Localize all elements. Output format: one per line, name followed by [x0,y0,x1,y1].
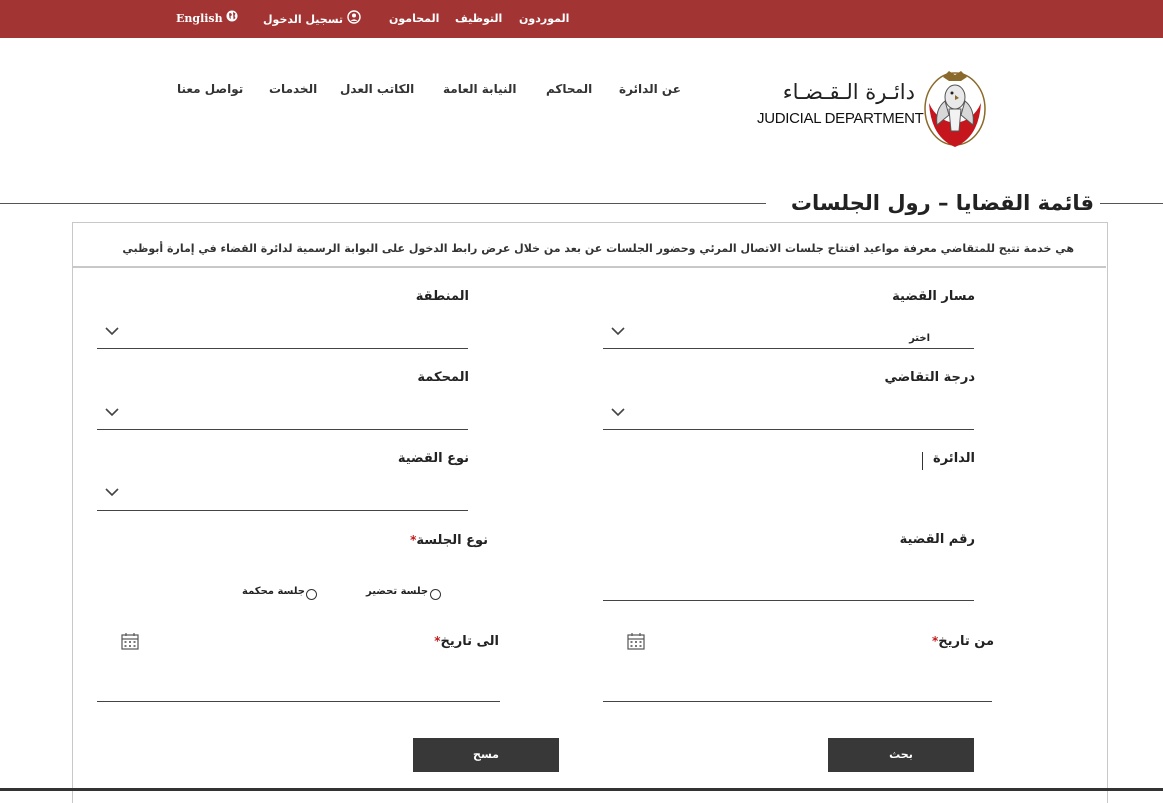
case-track-select[interactable] [603,348,974,349]
calendar-icon[interactable] [626,631,646,651]
nav-contact[interactable]: تواصل معنا [177,82,244,96]
to-date-label [380,631,499,651]
title-rule-left [0,203,766,204]
chevron-down-icon[interactable] [104,325,120,337]
session-type-label-text: نوع الجلسة [416,533,488,548]
court-select[interactable] [97,429,468,430]
to-date-input[interactable] [97,701,500,702]
user-circle-icon [347,10,361,30]
clear-button[interactable]: مسح [413,738,559,772]
nav-about[interactable]: عن الدائرة [619,82,681,96]
chevron-down-icon[interactable] [104,406,120,418]
case-track-label: مسار القضية [892,289,975,304]
chevron-down-icon[interactable] [610,325,626,337]
logo-english-text: JUDICIAL DEPARTMENT [757,110,924,127]
language-switch[interactable] [176,10,238,28]
case-type-label: نوع القضية [397,451,469,466]
case-type-select[interactable] [97,510,468,511]
radio-court-session[interactable] [306,589,317,600]
service-description: هي خدمة تتيح للمتقاضي معرفة مواعيد افتتاح جلسات الاتصال المرئي وحضور الجلسات عن بعد من خلال عرض رابط الدخول على البوابة الرسمية لدائرة القضاء في إمارة أبوظبي [122,242,1074,255]
chevron-down-icon[interactable] [104,486,120,498]
nav-notary[interactable]: الكاتب العدل [340,82,415,96]
court-label: المحكمة [417,370,469,385]
login-link[interactable] [263,10,361,28]
nav-courts[interactable]: المحاكم [546,82,593,96]
falcon-emblem-icon[interactable] [921,63,989,151]
radio-label-court[interactable]: جلسة محكمة [242,586,305,597]
nav-services[interactable]: الخدمات [269,82,318,96]
top-bar [0,0,1163,38]
case-number-input[interactable] [603,600,974,601]
from-date-input[interactable] [603,701,992,702]
region-label: المنطقة [415,289,469,304]
login-label: تسجيل الدخول [263,13,344,26]
description-divider [72,266,1106,268]
required-mark: * [410,533,417,547]
case-track-value[interactable]: اختر [909,333,930,344]
case-number-label: رقم القضية [899,532,975,547]
from-date-label-text: من تاريخ [938,634,994,649]
nav-prosecution[interactable]: النيابة العامة [443,82,517,96]
language-label: English [176,12,223,25]
suppliers-link[interactable]: الموردون [519,12,570,25]
litigation-level-label: درجة التقاضي [884,370,975,385]
lawyers-link[interactable]: المحامون [389,12,440,25]
circuit-label: الدائرة [933,451,975,466]
region-select[interactable] [97,348,468,349]
required-mark: * [434,634,441,648]
to-date-label-text: الى تاريخ [440,634,499,649]
text-cursor [922,452,923,470]
litigation-level-select[interactable] [603,429,974,430]
radio-preparation-session[interactable] [430,589,441,600]
search-panel [72,222,1108,803]
title-rule-right [1100,203,1163,204]
calendar-icon[interactable] [120,631,140,651]
required-mark: * [931,634,939,648]
jobs-link[interactable]: التوظيف [455,12,503,25]
search-button[interactable]: بحث [828,738,974,772]
logo-arabic-text: دائـرة الـقـضـاء [782,80,915,104]
session-type-label [360,530,488,550]
chevron-down-icon[interactable] [610,406,626,418]
globe-icon [226,10,238,28]
radio-label-preparation[interactable]: جلسة تحضير [366,586,429,597]
from-date-label [860,631,994,651]
page-title: قائمة القضايا – رول الجلسات [766,186,1094,220]
